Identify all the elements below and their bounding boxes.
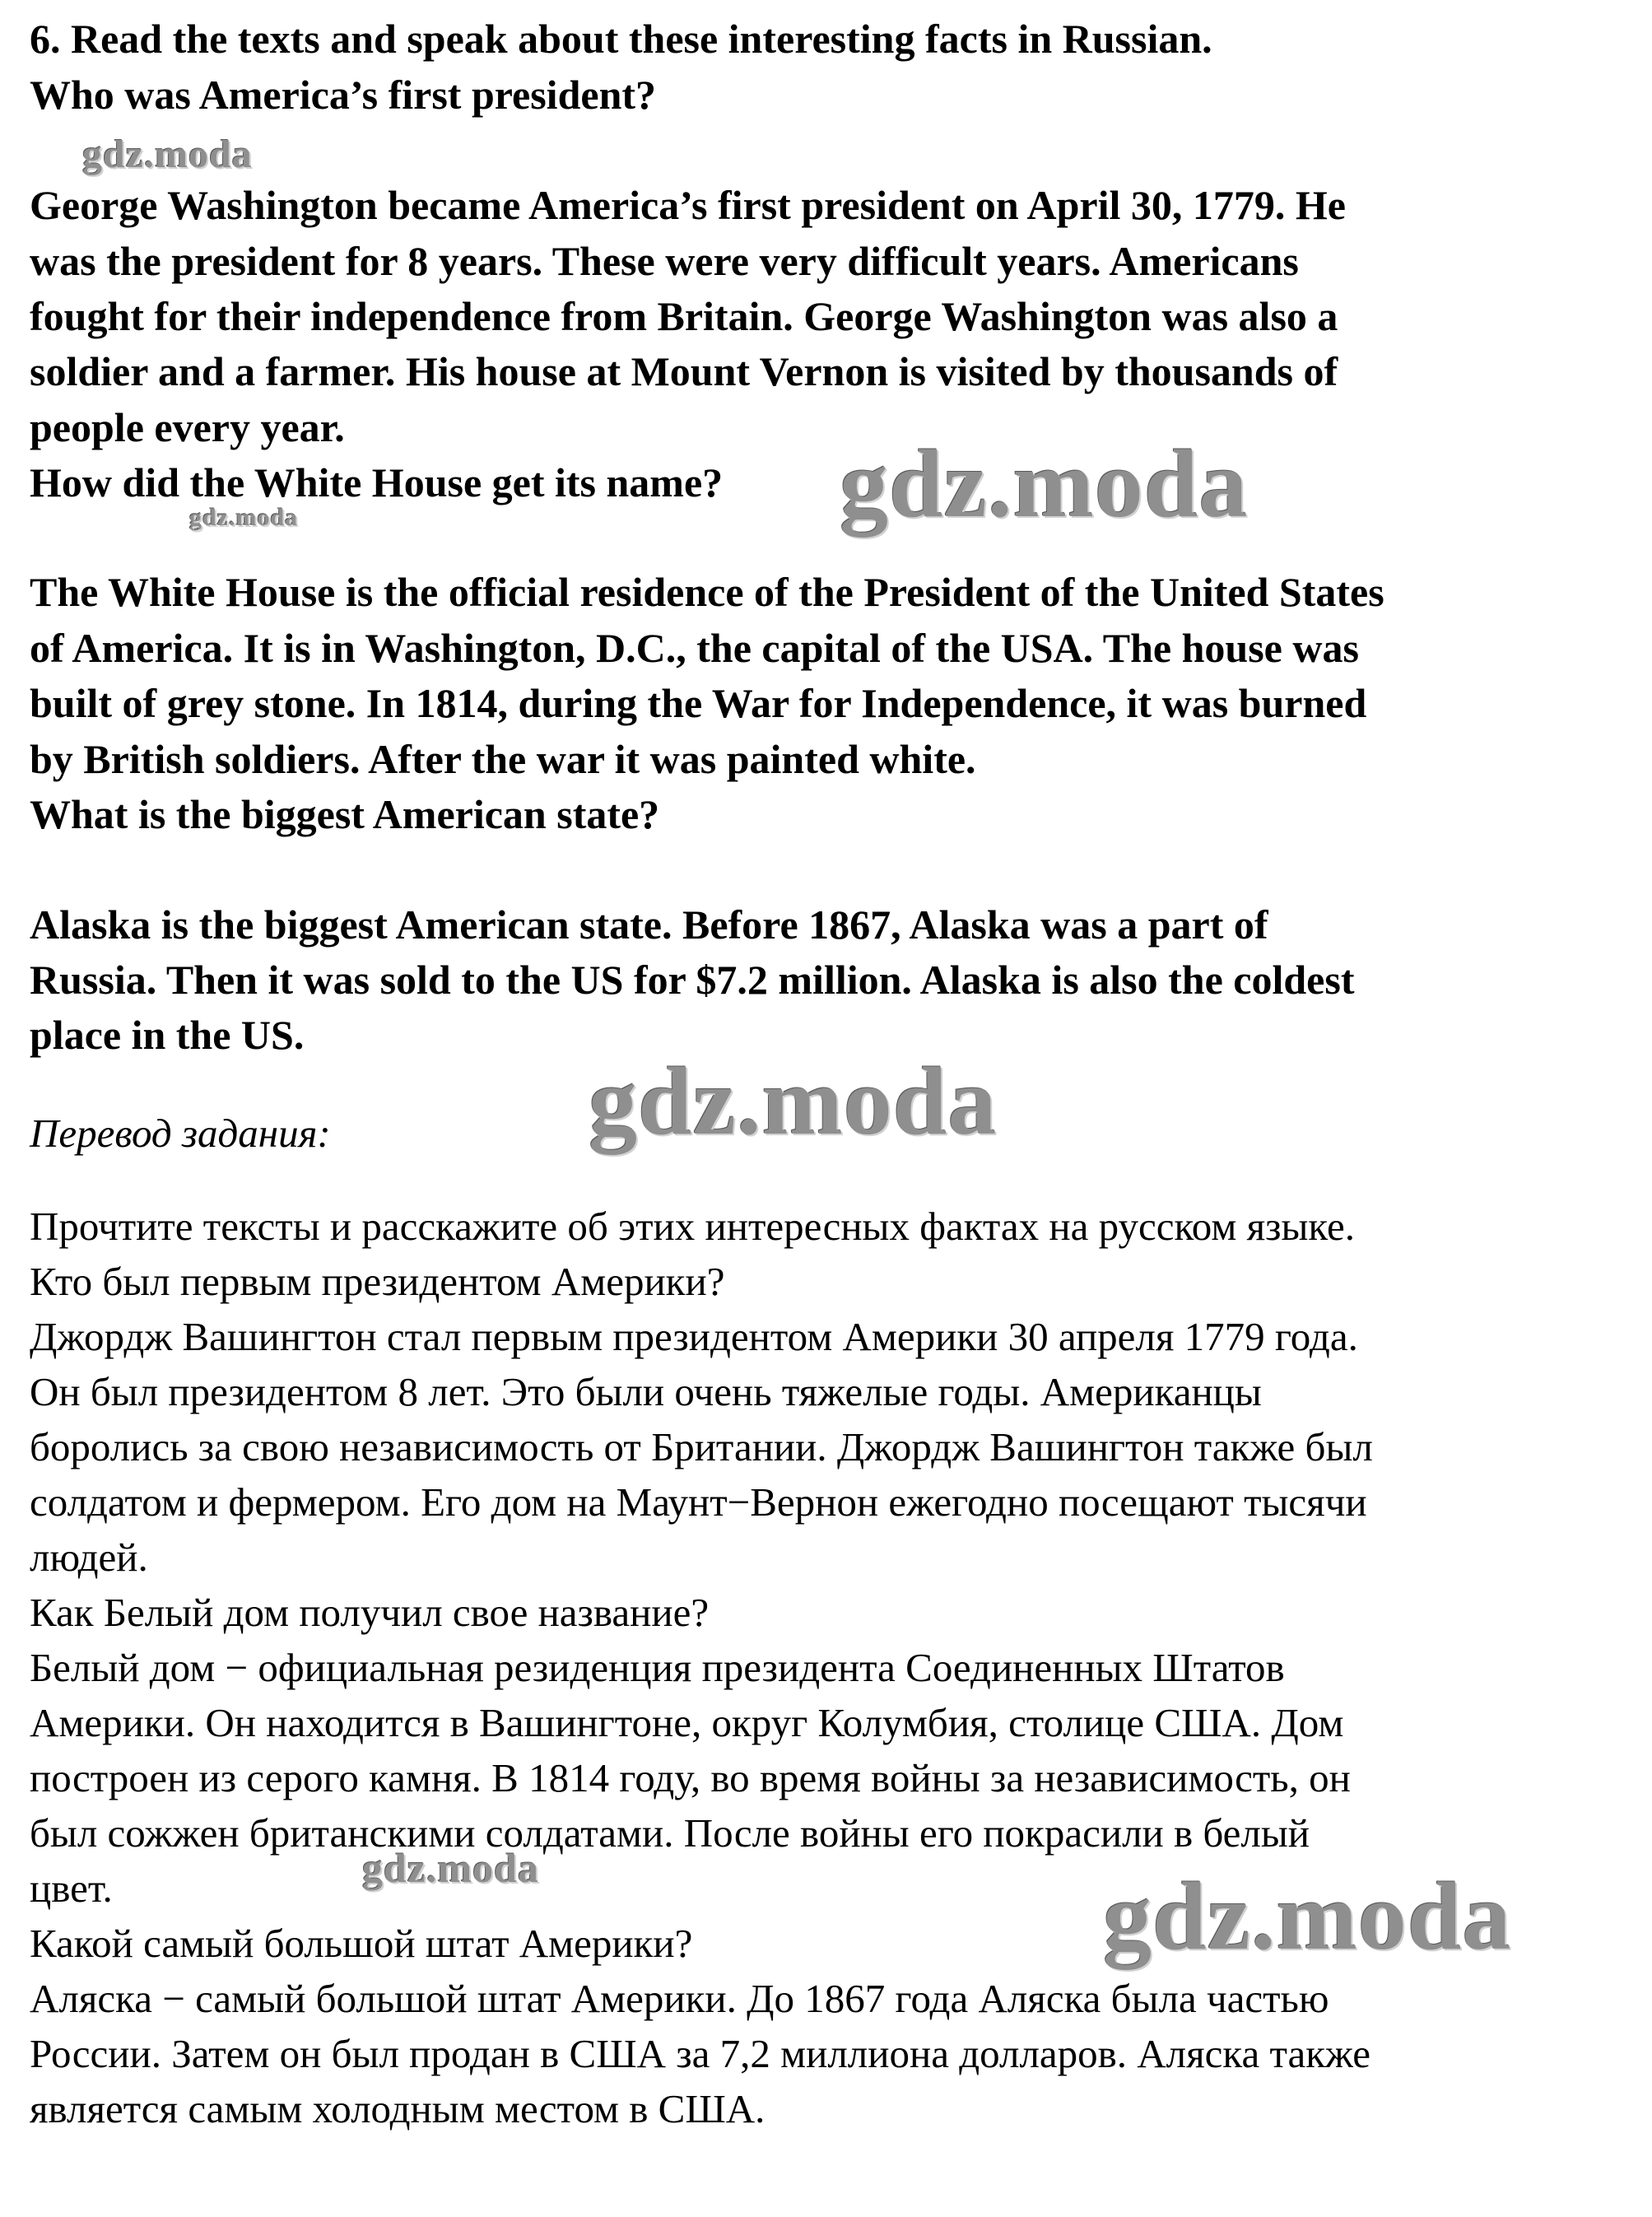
- translation-line: был сожжен британскими солдатами. После войны его покрасили в белый: [30, 1810, 1310, 1856]
- paragraph-line: fought for their independence from Britain. George Washington was also a: [30, 293, 1338, 339]
- translation-question: Как Белый дом получил свое название?: [30, 1590, 710, 1635]
- translation-line: людей.: [30, 1535, 148, 1580]
- translation-question: Кто был первым президентом Америки?: [30, 1259, 725, 1304]
- paragraph-line: Alaska is the biggest American state. Before 1867, Alaska was a part of: [30, 901, 1268, 948]
- question-biggest-state: What is the biggest American state?: [30, 791, 660, 837]
- paragraph-line: people every year.: [30, 404, 345, 450]
- translation-line: Аляска − самый большой штат Америки. До 1867 года Аляска была частью: [30, 1976, 1329, 2021]
- translation-line: России. Затем он был продан в США за 7,2 миллиона долларов. Аляска также: [30, 2031, 1370, 2076]
- paragraph-line: George Washington became America’s first president on April 30, 1779. He: [30, 182, 1346, 228]
- question-white-house: How did the White House get its name?: [30, 459, 724, 505]
- question-first-president: Who was America’s first president?: [30, 72, 657, 118]
- translation-line: Он был президентом 8 лет. Это были очень тяжелые годы. Американцы: [30, 1369, 1262, 1414]
- translation-heading: Перевод задания:: [30, 1111, 331, 1156]
- paragraph-line: place in the US.: [30, 1012, 305, 1058]
- translation-line: Джордж Вашингтон стал первым президентом Америки 30 апреля 1779 года.: [30, 1314, 1358, 1359]
- translation-line: Белый дом − официальная резиденция президента Соединенных Штатов: [30, 1645, 1285, 1690]
- paragraph-line: by British soldiers. After the war it was painted white.: [30, 736, 976, 782]
- paragraph-line: soldier and a farmer. His house at Mount Vernon is visited by thousands of: [30, 348, 1338, 394]
- task-title: 6. Read the texts and speak about these interesting facts in Russian.: [30, 16, 1212, 62]
- paragraph-line: was the president for 8 years. These were very difficult years. Americans: [30, 238, 1299, 284]
- watermark: gdz.moda: [1103, 1862, 1512, 1970]
- paragraph-line: built of grey stone. In 1814, during the War for Independence, it was burned: [30, 680, 1367, 726]
- paragraph-line: of America. It is in Washington, D.C., the capital of the USA. The house was: [30, 625, 1359, 671]
- translation-line: Америки. Он находится в Вашингтоне, округ Колумбия, столице США. Дом: [30, 1700, 1344, 1745]
- translation-line: построен из серого камня. В 1814 году, во время войны за независимость, он: [30, 1755, 1351, 1800]
- translation-line: солдатом и фермером. Его дом на Маунт−Вернон ежегодно посещают тысячи: [30, 1479, 1367, 1525]
- translation-question: Какой самый большой штат Америки?: [30, 1921, 693, 1966]
- watermark: gdz.moda: [840, 430, 1249, 538]
- watermark: gdz.moda: [362, 1845, 539, 1891]
- paragraph-line: Russia. Then it was sold to the US for $7.2 million. Alaska is also the coldest: [30, 957, 1355, 1003]
- watermark: gdz.moda: [589, 1047, 998, 1155]
- translation-line: цвет.: [30, 1865, 113, 1911]
- paragraph-line: The White House is the official residence of the President of the United States: [30, 569, 1384, 615]
- translation-line: является самым холодным местом в США.: [30, 2086, 766, 2131]
- watermark: gdz.moda: [189, 504, 299, 531]
- translation-task: Прочтите тексты и расскажите об этих интересных фактах на русском языке.: [30, 1204, 1356, 1249]
- translation-line: боролись за свою независимость от Британии. Джордж Вашингтон также был: [30, 1424, 1373, 1469]
- watermark: gdz.moda: [82, 133, 253, 176]
